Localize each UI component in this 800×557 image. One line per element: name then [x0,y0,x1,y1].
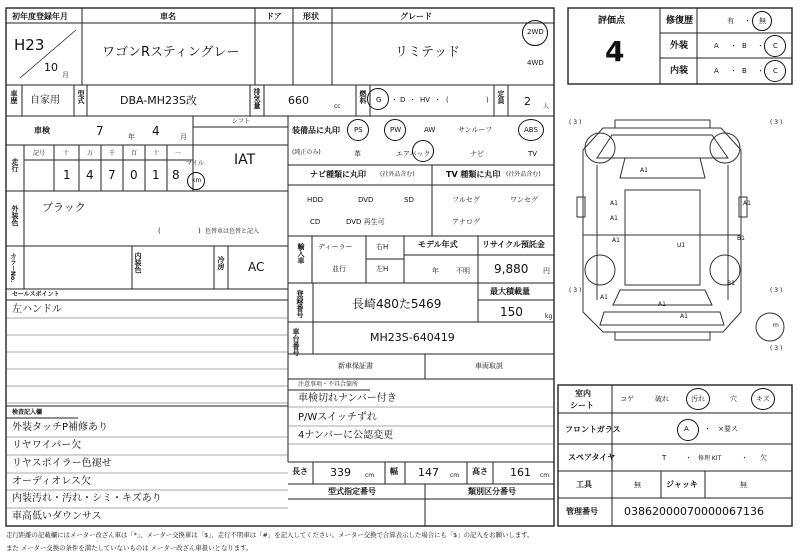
exterior-circle [764,35,786,57]
equip-airbag: エアバック [396,150,431,158]
inspector-line: 外装タッチP補修あり [12,422,109,433]
shift-label: シフト [232,118,251,125]
nav-cd: CD [310,218,321,226]
km-label: km [192,177,202,184]
notes-line: 4ナンバーに公認変更 [298,430,394,441]
equip-abs: ABS [524,126,538,134]
displacement-value: 660 [288,94,309,107]
model-year-value: 不明 [456,267,470,275]
inspector-line: オーディオレス欠 [12,476,91,487]
place-label: 千 [109,150,116,157]
warranty-label: 新車保証書 [338,362,373,370]
interior-label: 内装 [670,66,689,76]
chassis-value: MH23S-640419 [370,331,455,344]
interior-grade-c: C [773,67,778,75]
model-label: 型式 [77,90,85,104]
damage-mark: A1 [612,237,620,244]
import-right-h: 右H [376,243,389,251]
interior-color-label: 内装色 [134,252,142,273]
nav-dvd: DVD [358,196,374,204]
damage-mark: A1 [680,313,688,320]
km-circle [187,172,205,190]
mile-label: マイル [186,160,204,167]
exterior-grade-b: B [742,42,747,50]
inspection-year: 7 [96,124,104,138]
nav-label: ナビ種類に丸印 [310,170,366,179]
grade-label: グレード [400,12,432,21]
damage-mark: B1 [727,280,735,287]
manual-label: 車両取説 [475,362,503,370]
registration-value: 長崎480た5469 [352,297,442,311]
model-year-label: モデル年式 [418,240,458,249]
displacement-label: 排気量 [253,88,261,109]
notes-line: 車検切れナンバー付き [298,393,397,404]
qty-label: ( 3 ) [569,119,582,126]
grade-value: リミテッド [395,45,461,60]
fuel-g: G [376,96,382,104]
sales-point-line: 左ハンドル [12,304,62,315]
exterior-grade-c: C [773,42,778,50]
seat-dirt-circle [686,388,710,410]
spare-tire-m: m [773,322,779,329]
equip-pw: PW [390,126,402,134]
nav-sd: SD [404,196,414,204]
seat-label-2: シート [570,401,594,410]
first-reg-label: 初年度登録年月 [12,12,68,21]
place-label: 百 [131,150,138,157]
place-label: 十 [153,150,160,157]
car-diagram [577,120,784,341]
kg-unit: kg [545,313,553,320]
equip-abs-circle [518,119,544,141]
tool-value: 無 [634,481,641,489]
nav-note: (社外品含む) [380,171,415,178]
inspection-month-unit: 月 [180,133,187,141]
car-name-label: 車名 [160,12,176,21]
tv-note: (社外品含む) [506,171,541,178]
place-label: 十 [63,150,70,157]
repair-option-no: 無 [759,17,766,25]
ac-label: 冷房 [217,256,225,270]
equipment-sub-label: (純正のみ) [292,149,321,156]
spare-t: T [662,454,667,462]
windshield-replace: ×要ス [718,425,738,433]
mileage-digit: 4 [86,168,94,182]
seat-scratch-circle [751,388,775,410]
equip-ps-circle [347,119,369,141]
recycle-value: 9,880 [494,262,529,276]
seat-tear: 破れ [655,395,669,403]
equip-pw-circle [384,119,406,141]
vehicle-label: 車歴 [10,90,18,104]
qty-label: ( 3 ) [569,287,582,294]
import-left-h: 左H [376,265,389,273]
drive-4wd: 4WD [527,59,544,67]
month-unit: 月 [62,71,69,79]
seat-scratch: キズ [756,395,770,403]
length-label: 長さ [292,467,308,476]
seat-scorch: コゲ [620,395,634,403]
recycle-label: リサイクル預託金 [482,240,545,249]
tv-fullseg: フルセグ [452,196,480,204]
equip-airbag-circle [412,140,434,162]
door-label: ドア [266,12,282,21]
shift-value: IAT [234,152,256,168]
yen-unit: 円 [543,267,550,275]
color-no-label: カラーNo. [9,253,16,283]
inspection-month: 4 [152,124,160,138]
inspection-year-unit: 年 [128,133,135,141]
windshield-circle [677,419,699,441]
nav-hdd: HDD [307,196,324,204]
person-unit: 人 [543,103,550,110]
tv-oneseg: ワンセグ [510,196,538,204]
management-value: 03862000070000067136 [624,505,764,518]
capacity-value: 2 [524,95,531,108]
windshield-a: A [684,425,689,433]
import-parallel: 並行 [332,265,346,273]
color-change-close: ) [198,227,201,235]
equip-aw: AW [424,126,436,134]
type-number-label: 型式指定番号 [328,487,376,496]
height-unit: cm [540,472,550,479]
qty-label: ( 3 ) [770,287,783,294]
shape-label: 形状 [303,12,319,21]
car-name: ワゴンRスティングレー [102,45,240,60]
import-dealer: ディーラー [318,243,353,251]
inspector-label: 検査記入欄 [12,409,43,416]
notes-line: P/Wスイッチずれ [298,412,377,423]
inspector-line: 内装汚れ・汚れ・シミ・キズあり [12,493,162,504]
registration-label: 登録番号 [296,290,304,318]
jack-label: ジャッキ [666,480,698,489]
inspection-label: 車検 [34,126,50,135]
width-value: 147 [418,466,439,479]
damage-mark: A1 [610,200,618,207]
fuel-other-open: ( [446,96,449,104]
mileage-label: 走行 [11,158,19,172]
mileage-symbol-label: 記号 [33,150,46,157]
equip-navi: ナビ [470,150,484,158]
mileage-digit: 8 [172,168,180,182]
interior-grade-b: B [742,67,747,75]
damage-mark: A1 [743,200,751,207]
repair-label: 修復歴 [666,16,694,26]
ac-value: AC [248,260,265,274]
reg-month: 10 [44,61,58,74]
spare-missing: 欠 [760,454,767,462]
repair-circle [752,11,772,31]
tv-label: TV 種類に丸印 [446,170,501,179]
equip-ps: PS [354,126,363,134]
tool-label: 工具 [576,480,592,489]
width-label: 幅 [390,467,398,476]
width-unit: cm [450,472,460,479]
seat-label-1: 室内 [575,389,591,398]
qty-label: ( 3 ) [770,119,783,126]
spare-kit: 修理 KIT [698,455,722,462]
spare-tire-label: スペアタイヤ [568,453,616,462]
footer-line-1: 走行距離の記載欄にはメーター改ざん車は「*」、メーター交換車は「$」、走行不明車は「#」を記入してください。メーター交換で合算表示した場合にも「$」の記入をお願いします。 [6,531,534,539]
inspector-line: 車高低いダウンサス [12,511,102,522]
height-value: 161 [510,466,531,479]
equip-tv: TV [528,150,538,158]
exterior-color-label: 外装色 [11,205,19,226]
exterior-color-value: ブラック [42,201,86,214]
max-load-label: 最大積載量 [490,287,530,296]
max-load-value: 150 [500,305,523,319]
seat-dirt: 汚れ [691,395,705,403]
interior-circle [764,60,786,82]
fuel-hv: HV [420,96,431,104]
class-number-label: 類別区分番号 [468,487,516,496]
place-label: 一 [175,150,182,157]
fuel-d: D [400,96,406,104]
damage-mark: A1 [600,294,608,301]
windshield-label: フロントガラス [565,425,621,434]
color-change-open: ( [158,227,161,235]
fuel-label: 燃料 [359,90,367,104]
exterior-label: 外装 [670,41,689,51]
tv-analog: アナログ [452,218,480,226]
vehicle-value: 自家用 [30,95,60,106]
mileage-digit: 1 [152,168,160,182]
mileage-digit: 7 [108,168,116,182]
exterior-grade-a: A [714,42,719,50]
model-year-unit: 年 [432,267,439,275]
fuel-circle [367,88,389,110]
inspector-line: リヤスポイラー色褪せ [12,458,112,469]
score-value: 4 [605,35,625,68]
reg-era-year: H23 [14,36,45,54]
repair-option-yes: 有 [727,17,734,25]
equip-leather: 革 [354,150,361,158]
score-label: 評価点 [598,16,626,26]
equip-sunroof: サンルーフ [458,126,493,134]
chassis-label: 車台番号 [292,328,300,356]
nav-dvd-play: DVD 再生可 [346,218,385,226]
fuel-other-close: ) [486,96,489,104]
cc-unit: cc [334,103,341,110]
footer-line-2: また メーター交換の条件を満たしていないものは メーター改ざん車扱いとなります。 [6,544,253,552]
management-label: 管理番号 [566,507,598,516]
color-change-note: 色替車は色替と記入 [205,228,260,235]
mileage-digit: 0 [130,168,138,182]
jack-value: 無 [740,481,747,489]
capacity-label: 定員 [497,90,505,104]
qty-label: ( 3 ) [770,345,783,352]
length-value: 339 [330,466,351,479]
interior-grade-a: A [714,67,719,75]
model-value: DBA-MH23S改 [120,94,198,107]
equipment-label: 装備品に丸印 [292,126,340,135]
height-label: 高さ [472,467,488,476]
damage-mark: U1 [677,242,686,249]
damage-mark: A1 [640,167,648,174]
damage-mark: B1 [737,235,745,242]
damage-mark: A1 [610,215,618,222]
damage-mark: A1 [658,301,666,308]
notes-label: 注意事項・不具合箇所 [298,381,359,388]
sales-point-label: セールスポイント [12,291,60,298]
inspector-line: リヤワイパー欠 [12,440,82,451]
seat-hole: 穴 [730,395,737,403]
place-label: 万 [87,150,94,157]
drive-2wd: 2WD [527,28,544,36]
length-unit: cm [365,472,375,479]
import-label: 輸入車 [297,243,305,264]
mileage-digit: 1 [63,168,71,182]
